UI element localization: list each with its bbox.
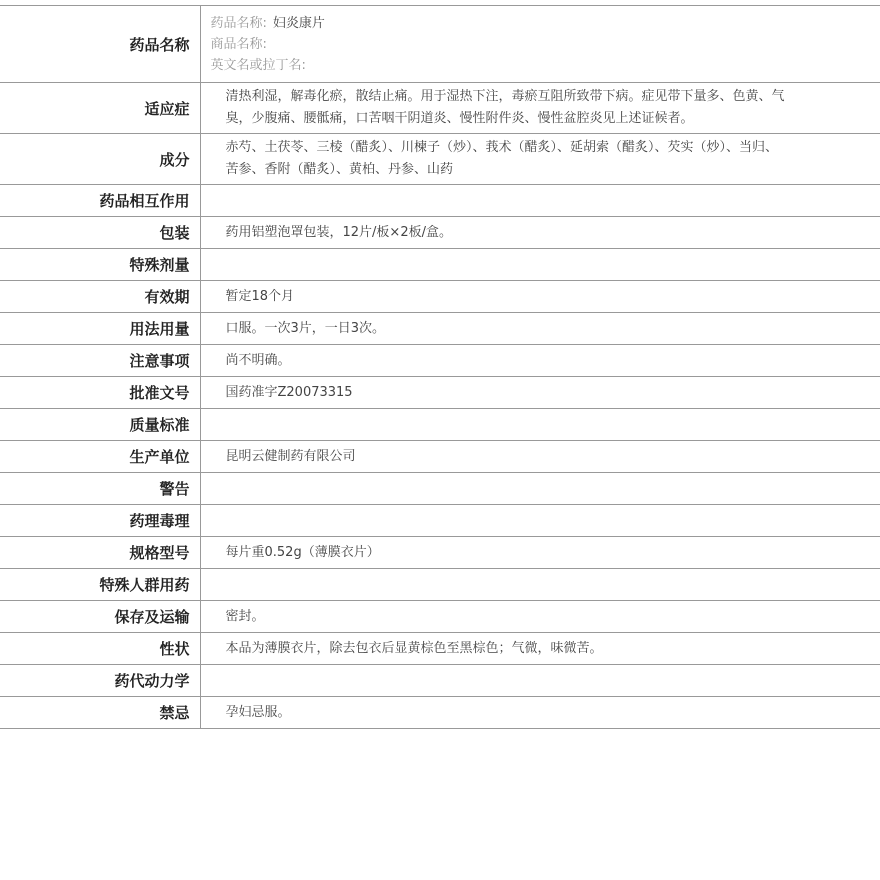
row-value: 孕妇忌服。 <box>200 697 880 729</box>
trade-name-key: 商品名称: <box>210 36 267 52</box>
row-label: 有效期 <box>0 281 200 313</box>
row-value: 密封。 <box>200 601 880 633</box>
row-value <box>200 473 880 505</box>
row-value: 昆明云健制药有限公司 <box>200 441 880 473</box>
row-value <box>200 249 880 281</box>
row-label: 警告 <box>0 473 200 505</box>
row-label: 禁忌 <box>0 697 200 729</box>
row-ingredients <box>0 134 880 185</box>
row-label: 药品名称 <box>0 6 200 83</box>
row-value: 药用铝塑泡罩包装，12片/板×2板/盒。 <box>200 217 880 249</box>
row-value: 国药准字Z20073315 <box>200 377 880 409</box>
row-label: 性状 <box>0 633 200 665</box>
drug-info-table <box>0 5 880 729</box>
drug-name-cell <box>200 6 880 83</box>
row-value: 暂定18个月 <box>200 281 880 313</box>
row-specification <box>0 537 880 569</box>
row-pharmacokinetics <box>0 665 880 697</box>
row-pharmacology <box>0 505 880 537</box>
row-quality-standard <box>0 409 880 441</box>
row-value: 尚不明确。 <box>200 345 880 377</box>
row-label: 成分 <box>0 134 200 185</box>
row-dosage <box>0 313 880 345</box>
row-label: 药代动力学 <box>0 665 200 697</box>
row-value <box>200 185 880 217</box>
row-label: 用法用量 <box>0 313 200 345</box>
row-shelf-life <box>0 281 880 313</box>
row-value: 本品为薄膜衣片，除去包衣后显黄棕色至黑棕色；气微，味微苦。 <box>200 633 880 665</box>
row-value <box>200 665 880 697</box>
row-label: 特殊人群用药 <box>0 569 200 601</box>
row-label: 注意事项 <box>0 345 200 377</box>
row-special-population <box>0 569 880 601</box>
row-drug-name <box>0 6 880 83</box>
row-label: 规格型号 <box>0 537 200 569</box>
row-precautions <box>0 345 880 377</box>
latin-name-key: 英文名或拉丁名: <box>210 57 306 73</box>
row-storage <box>0 601 880 633</box>
latin-name-line <box>211 55 791 76</box>
generic-name-line <box>211 13 791 34</box>
generic-name-key: 药品名称: <box>210 15 267 31</box>
row-value: 赤芍、土茯苓、三棱（醋炙）、川楝子（炒）、莪术（醋炙）、延胡索（醋炙）、芡实（炒）、当归、苦参、香附（醋炙）、黄柏、丹参、山药 <box>200 134 880 185</box>
row-interactions <box>0 185 880 217</box>
row-label: 质量标准 <box>0 409 200 441</box>
row-value <box>200 505 880 537</box>
row-value: 口服。一次3片，一日3次。 <box>200 313 880 345</box>
trade-name-line <box>211 34 791 55</box>
row-approval-number <box>0 377 880 409</box>
row-label: 批准文号 <box>0 377 200 409</box>
row-label: 包装 <box>0 217 200 249</box>
row-contraindications <box>0 697 880 729</box>
row-special-dosage <box>0 249 880 281</box>
row-label: 药理毒理 <box>0 505 200 537</box>
row-description <box>0 633 880 665</box>
row-value <box>200 569 880 601</box>
row-label: 特殊剂量 <box>0 249 200 281</box>
row-label: 生产单位 <box>0 441 200 473</box>
row-label: 适应症 <box>0 83 200 134</box>
row-value: 清热利湿，解毒化瘀，散结止痛。用于湿热下注，毒瘀互阻所致带下病。症见带下量多、色黄、气臭，少腹痛、腰骶痛，口苦咽干阴道炎、慢性附件炎、慢性盆腔炎见上述证候者。 <box>200 83 880 134</box>
row-indications <box>0 83 880 134</box>
row-value: 每片重0.52g（薄膜衣片） <box>200 537 880 569</box>
row-label: 药品相互作用 <box>0 185 200 217</box>
row-warning <box>0 473 880 505</box>
row-value <box>200 409 880 441</box>
row-label: 保存及运输 <box>0 601 200 633</box>
row-manufacturer <box>0 441 880 473</box>
generic-name-value: 妇炎康片 <box>272 15 325 31</box>
row-packaging <box>0 217 880 249</box>
